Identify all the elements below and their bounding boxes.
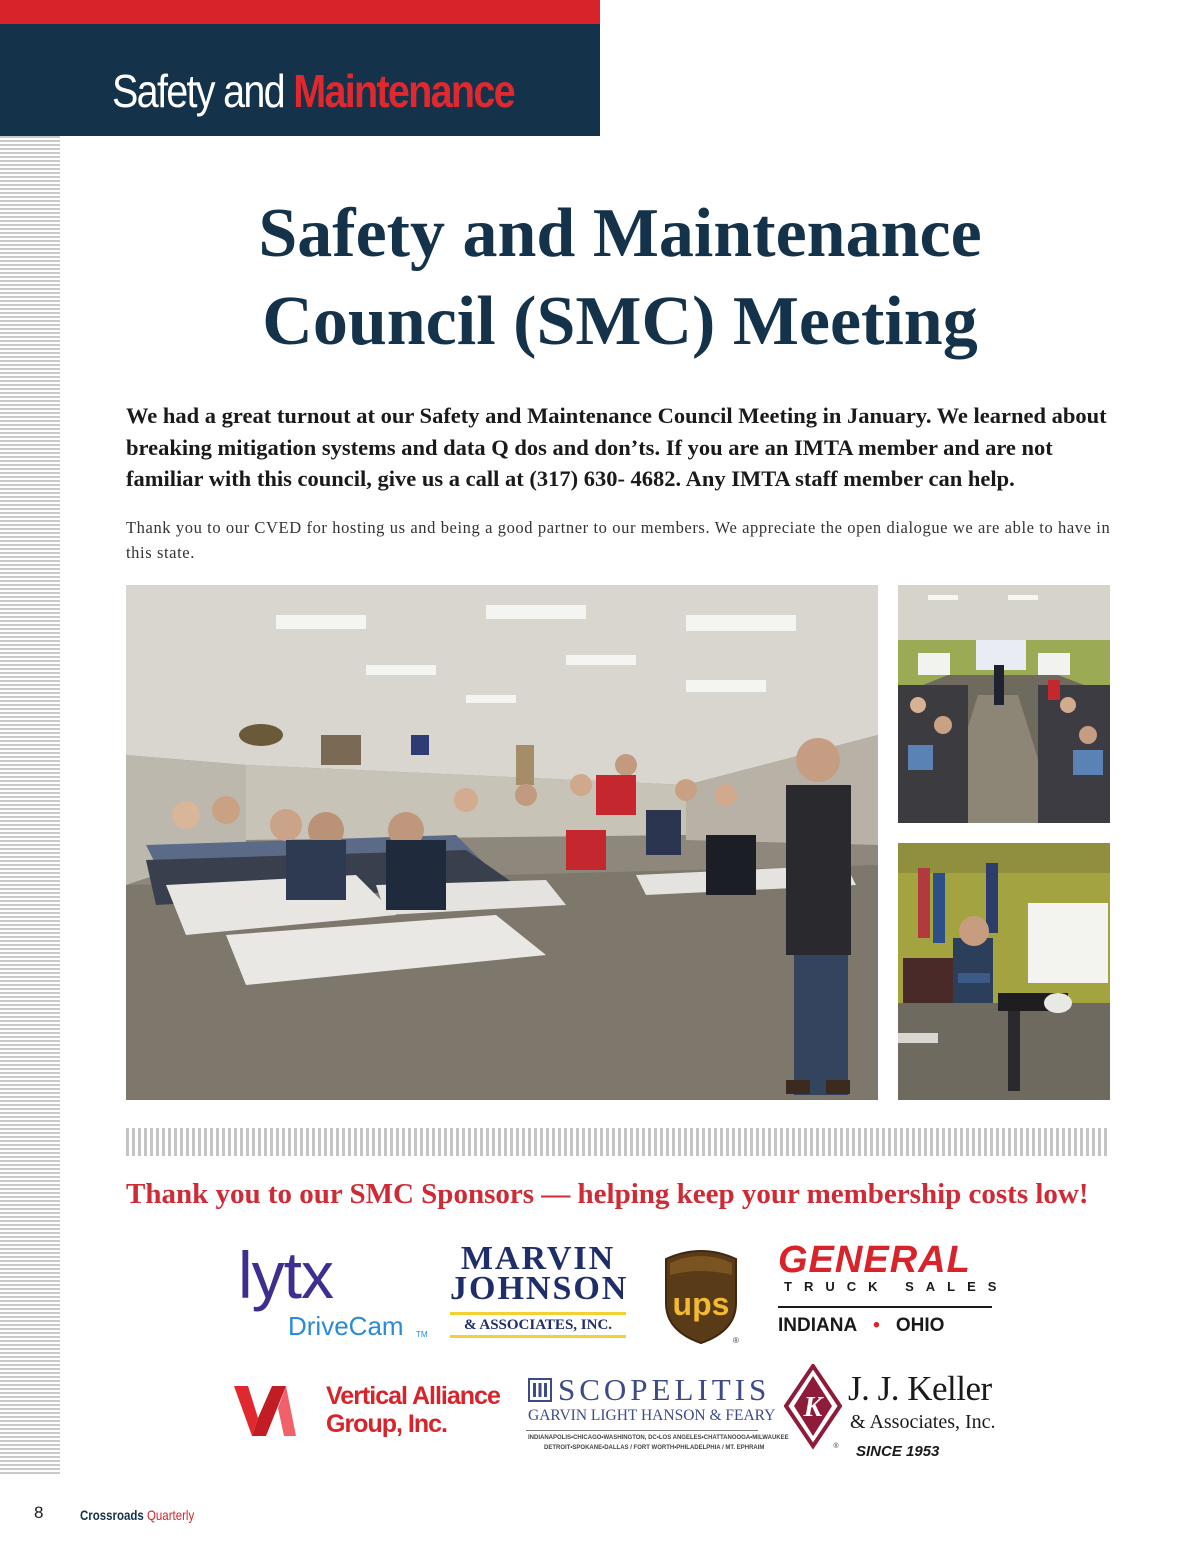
jj-keller-mark-letter: K [803, 1392, 823, 1423]
magazine-name-primary: Crossroads [80, 1507, 144, 1523]
marvin-line-1: MARVIN [460, 1240, 616, 1277]
general-truck-sales-logo [778, 1239, 1009, 1342]
scopelitis-rule [526, 1430, 758, 1431]
drivecam-wordmark: DriveCam [288, 1311, 404, 1341]
side-stripe-decoration [0, 136, 60, 1476]
marvin-line-2: JOHNSON [450, 1270, 629, 1307]
general-state-1: INDIANA [778, 1315, 858, 1336]
ups-logo [660, 1245, 742, 1345]
scopelitis-line-2: GARVIN LIGHT HANSON & FEARY [528, 1407, 776, 1424]
article-title-line-2: Council (SMC) Meeting [262, 283, 978, 360]
article-title [200, 190, 1040, 366]
vertical-alliance-line-1: Vertical Alliance [326, 1382, 500, 1410]
article-title-line-1: Safety and Maintenance [258, 195, 982, 272]
ups-shield-icon [660, 1245, 742, 1345]
marvin-line-3: & ASSOCIATES, INC. [450, 1312, 626, 1338]
general-states [778, 1312, 994, 1340]
general-rule [778, 1306, 992, 1308]
sponsors-heading: Thank you to our SMC Sponsors — helping keep your membership costs low! [126, 1178, 1089, 1210]
general-dot: • [873, 1315, 880, 1336]
general-wordmark: GENERAL [778, 1239, 971, 1281]
scopelitis-cities-1: INDIANAPOLIS•CHICAGO•WASHINGTON, DC•LOS ANGELES•CHATTANOOGA•MILWAUKEE [528, 1435, 789, 1441]
lytx-trademark: TM [416, 1330, 428, 1339]
scopelitis-logo [526, 1372, 789, 1462]
magazine-name-secondary: Quarterly [146, 1507, 195, 1523]
section-label-accent: Maintenance [293, 65, 514, 117]
section-label [112, 58, 514, 124]
section-divider [126, 1128, 1110, 1156]
general-state-2: OHIO [895, 1315, 945, 1336]
vertical-alliance-line-2: Group, Inc. [326, 1410, 447, 1438]
meeting-photo-room [898, 585, 1110, 823]
header-red-bar [0, 0, 600, 24]
magazine-name [80, 1505, 194, 1525]
ups-registered: ® [733, 1336, 739, 1345]
page-number: 8 [34, 1503, 44, 1522]
meeting-photo-speaker [898, 843, 1110, 1100]
vertical-alliance-text [326, 1382, 500, 1438]
marvin-johnson-logo [450, 1240, 629, 1340]
jj-keller-line-1: J. J. Keller [848, 1369, 992, 1408]
jj-keller-registered: ® [833, 1443, 839, 1450]
lytx-drivecam-logo [238, 1240, 438, 1346]
jj-keller-line-2: & Associates, Inc. [850, 1411, 996, 1433]
general-subline: TRUCK SALES [784, 1279, 1009, 1294]
ups-wordmark: ups [672, 1286, 730, 1322]
jj-keller-logo [784, 1364, 994, 1464]
jj-keller-since: SINCE 1953 [856, 1443, 940, 1460]
section-label-plain: Safety and [112, 65, 284, 117]
scopelitis-cities-2: DETROIT•SPOKANE•DALLAS / FORT WORTH•PHILADELPHIA / MT. EPHRAIM [544, 1445, 765, 1451]
meeting-photo-main [126, 585, 878, 1100]
vertical-alliance-logo [234, 1380, 504, 1444]
article-body: Thank you to our CVED for hosting us and being a good partner to our members. We appreciate the open dialogue we are able to have in this state. [126, 518, 1111, 562]
scopelitis-line-1: SCOPELITIS [558, 1372, 771, 1407]
jj-keller-diamond-icon [784, 1364, 842, 1450]
article-lead: We had a great turnout at our Safety and Maintenance Council Meeting in January. We learned about breaking mitigation systems and data Q dos and don’ts. If you are an IMTA member and are not familiar with this council, give us a call at (317) 630- 4682. Any IMTA staff member can help. [126, 403, 1107, 491]
vertical-alliance-mark-icon [234, 1384, 296, 1438]
scopelitis-building-icon [528, 1378, 552, 1402]
lytx-wordmark: lytx [238, 1238, 333, 1312]
